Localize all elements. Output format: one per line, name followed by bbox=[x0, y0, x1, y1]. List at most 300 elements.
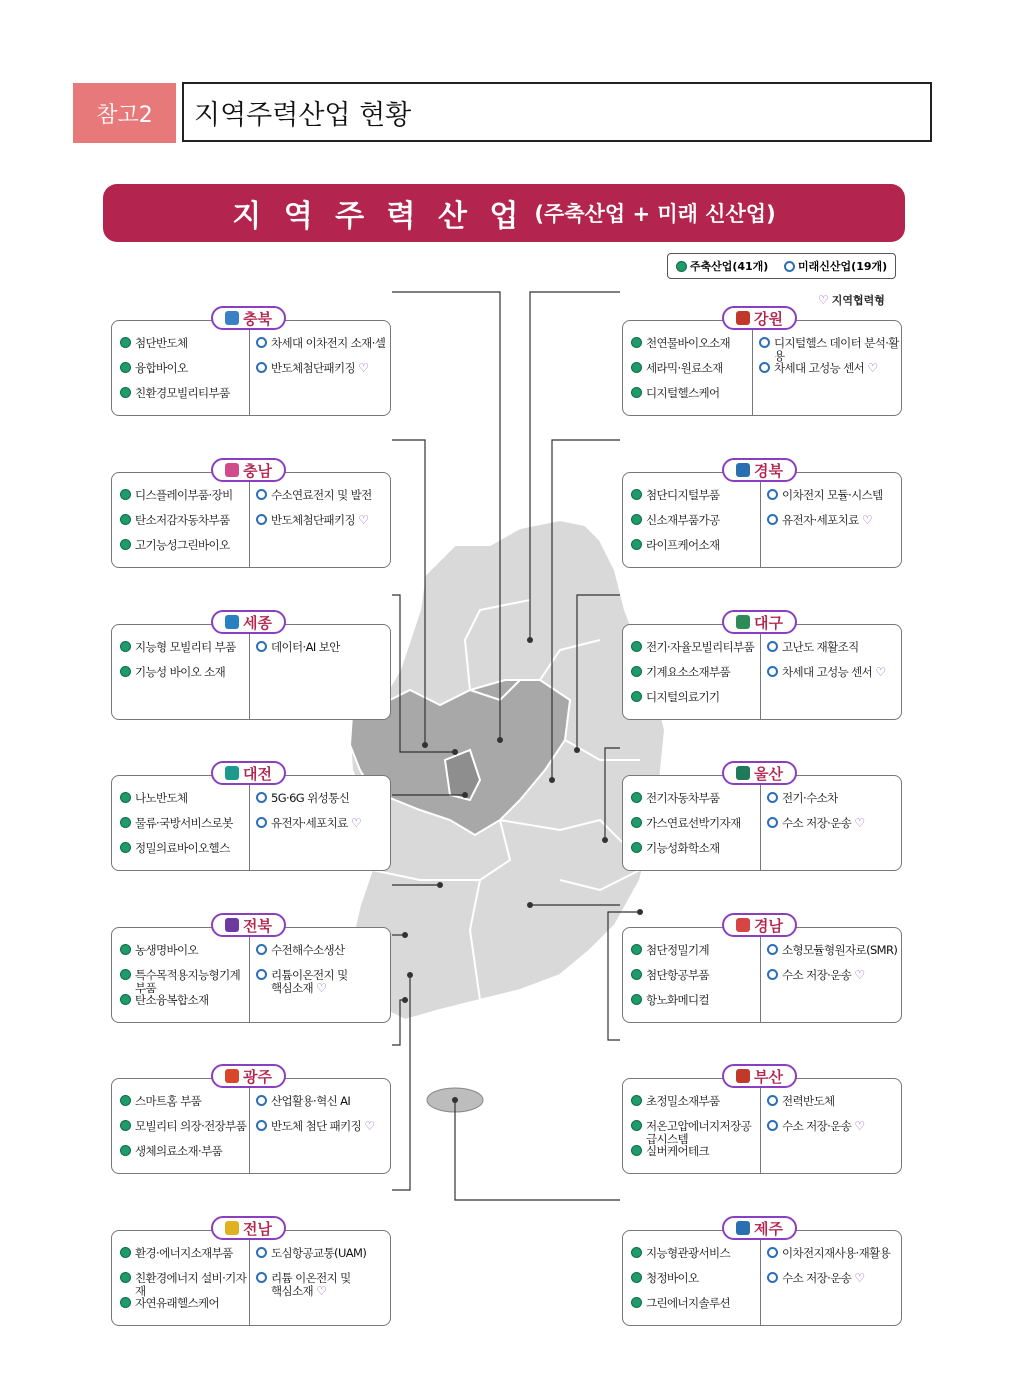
industry-name: 수전해수소생산 bbox=[271, 943, 345, 957]
core-industry-list bbox=[623, 321, 753, 415]
future-industry-icon bbox=[767, 489, 778, 500]
industry-item bbox=[767, 666, 901, 691]
coop-heart-icon: ♡ bbox=[851, 816, 865, 830]
industry-item bbox=[256, 514, 390, 539]
industry-item bbox=[631, 792, 760, 817]
future-industry-icon bbox=[767, 1095, 778, 1106]
region-emblem-icon bbox=[225, 1069, 239, 1083]
future-industry-icon bbox=[767, 792, 778, 803]
industry-name: 디지털헬스케어 bbox=[646, 386, 720, 400]
industry-item bbox=[631, 514, 760, 539]
core-industry-icon bbox=[631, 387, 642, 398]
region-name: 광주 bbox=[243, 1067, 272, 1086]
industry-item bbox=[767, 514, 901, 539]
industry-name: 실버케어테크 bbox=[646, 1144, 710, 1158]
core-industry-list bbox=[623, 625, 761, 719]
core-industry-icon bbox=[120, 666, 131, 677]
future-industry-list bbox=[761, 473, 901, 567]
industry-name: 반도체첨단패키징 ♡ bbox=[271, 513, 369, 527]
future-industry-icon bbox=[256, 514, 267, 525]
industry-name: 전기·자율모빌리티부품 bbox=[646, 640, 755, 654]
region-box bbox=[622, 775, 902, 871]
industry-name: 첨단디지털부품 bbox=[646, 488, 720, 502]
future-industry-icon bbox=[759, 362, 770, 373]
industry-item bbox=[631, 1145, 760, 1170]
future-industry-icon bbox=[256, 641, 267, 652]
industry-item bbox=[767, 817, 901, 842]
core-industry-icon bbox=[120, 1272, 131, 1283]
industry-item bbox=[256, 944, 390, 969]
industry-name: 수소 저장·운송 ♡ bbox=[782, 968, 865, 982]
industry-item bbox=[120, 1247, 249, 1272]
industry-name: 정밀의료바이오헬스 bbox=[135, 841, 230, 855]
industry-item bbox=[631, 691, 760, 716]
region-box bbox=[622, 472, 902, 568]
core-industry-list bbox=[623, 776, 761, 870]
core-industry-icon bbox=[120, 1145, 131, 1156]
industry-name: 유전자·세포치료 ♡ bbox=[782, 513, 872, 527]
future-industry-list bbox=[753, 321, 901, 415]
industry-name: 데이터·AI 보안 bbox=[271, 640, 340, 654]
industry-item bbox=[631, 994, 760, 1019]
region-label bbox=[211, 610, 286, 634]
industry-item bbox=[631, 666, 760, 691]
industry-item bbox=[120, 641, 249, 666]
core-industry-icon bbox=[120, 1247, 131, 1258]
region-box bbox=[111, 320, 391, 416]
industry-name: 라이프케어소재 bbox=[646, 538, 720, 552]
industry-item bbox=[767, 1095, 901, 1120]
industry-item bbox=[120, 792, 249, 817]
future-industry-icon bbox=[767, 666, 778, 677]
region-name: 충북 bbox=[243, 309, 272, 328]
region-label bbox=[211, 913, 286, 937]
industry-item bbox=[120, 514, 249, 539]
region-box bbox=[622, 320, 902, 416]
industry-name: 수소연료전지 및 발전 bbox=[271, 488, 372, 502]
industry-item bbox=[631, 387, 752, 412]
coop-heart-icon: ♡ bbox=[851, 968, 865, 982]
industry-name: 농생명바이오 bbox=[135, 943, 199, 957]
industry-name: 이차전지재사용·재활용 bbox=[782, 1246, 891, 1260]
industry-name: 리튬 이온전지 및 핵심소재 ♡ bbox=[271, 1271, 351, 1298]
region-box bbox=[111, 775, 391, 871]
industry-name: 환경·에너지소재부품 bbox=[135, 1246, 233, 1260]
core-industry-icon bbox=[631, 1120, 642, 1131]
industry-name: 지능형 모빌리티 부품 bbox=[135, 640, 236, 654]
future-industry-icon bbox=[256, 944, 267, 955]
region-emblem-icon bbox=[736, 1069, 750, 1083]
core-industry-list bbox=[112, 1079, 250, 1173]
industry-item bbox=[631, 1297, 760, 1322]
industry-name: 차세대 고성능 센서 ♡ bbox=[774, 361, 878, 375]
region-name: 세종 bbox=[243, 613, 272, 632]
industry-item bbox=[759, 362, 901, 387]
industry-item bbox=[256, 362, 390, 387]
industry-name: 물류·국방서비스로봇 bbox=[135, 816, 233, 830]
industry-name: 디지털헬스 데이터 분석·활용 bbox=[774, 336, 899, 363]
industry-name: 신소재부품가공 bbox=[646, 513, 720, 527]
future-industry-icon bbox=[256, 1272, 267, 1283]
region-name: 전북 bbox=[243, 916, 272, 935]
coop-heart-icon: ♡ bbox=[361, 1119, 375, 1133]
core-industry-icon bbox=[120, 641, 131, 652]
industry-item bbox=[256, 817, 390, 842]
industry-item bbox=[120, 489, 249, 514]
future-industry-list bbox=[250, 473, 390, 567]
industry-name: 특수목적용지능형기계부품 bbox=[135, 968, 241, 995]
industry-name: 그린에너지솔루션 bbox=[646, 1296, 731, 1310]
region-box bbox=[622, 1230, 902, 1326]
region-name: 부산 bbox=[754, 1067, 783, 1086]
industry-item bbox=[120, 539, 249, 564]
industry-item bbox=[631, 337, 752, 362]
core-industry-list bbox=[112, 321, 250, 415]
region-emblem-icon bbox=[225, 1221, 239, 1235]
future-industry-list bbox=[250, 321, 390, 415]
industry-name: 이차전지 모듈·시스템 bbox=[782, 488, 883, 502]
industry-name: 고기능성그린바이오 bbox=[135, 538, 230, 552]
industry-item bbox=[631, 362, 752, 387]
core-industry-icon bbox=[120, 1297, 131, 1308]
industry-name: 탄소융복합소재 bbox=[135, 993, 209, 1007]
future-industry-icon bbox=[767, 969, 778, 980]
industry-item bbox=[120, 1145, 249, 1170]
region-label bbox=[722, 913, 797, 937]
region-box bbox=[622, 1078, 902, 1174]
core-industry-icon bbox=[631, 337, 642, 348]
industry-item bbox=[256, 969, 390, 994]
industry-item bbox=[120, 817, 249, 842]
core-industry-icon bbox=[120, 514, 131, 525]
coop-heart-icon: ♡ bbox=[818, 293, 829, 307]
industry-item bbox=[256, 792, 390, 817]
industry-item bbox=[767, 1247, 901, 1272]
core-industry-icon bbox=[631, 489, 642, 500]
industry-name: 디스플레이부품·장비 bbox=[135, 488, 233, 502]
core-industry-list bbox=[112, 1231, 250, 1325]
region-name: 울산 bbox=[754, 764, 783, 783]
core-industry-icon bbox=[631, 514, 642, 525]
core-industry-list bbox=[112, 625, 250, 719]
core-industry-icon bbox=[631, 539, 642, 550]
future-industry-list bbox=[250, 776, 390, 870]
future-industry-list bbox=[250, 1079, 390, 1173]
industry-name: 친환경에너지 설비·기자재 bbox=[135, 1271, 247, 1298]
region-emblem-icon bbox=[225, 463, 239, 477]
core-industry-list bbox=[112, 776, 250, 870]
region-name: 경남 bbox=[754, 916, 783, 935]
core-industry-icon bbox=[120, 1120, 131, 1131]
industry-item bbox=[120, 944, 249, 969]
region-box bbox=[111, 624, 391, 720]
industry-name: 스마트홈 부품 bbox=[135, 1094, 202, 1108]
core-industry-icon bbox=[631, 994, 642, 1005]
core-industry-list bbox=[623, 928, 761, 1022]
industry-name: 세라믹·원료소재 bbox=[646, 361, 723, 375]
industry-name: 전기자동차부품 bbox=[646, 791, 720, 805]
industry-item bbox=[631, 539, 760, 564]
future-industry-icon bbox=[256, 969, 267, 980]
region-emblem-icon bbox=[736, 463, 750, 477]
industry-name: 항노화메디컬 bbox=[646, 993, 710, 1007]
core-industry-list bbox=[623, 1079, 761, 1173]
coop-heart-icon: ♡ bbox=[851, 1271, 865, 1285]
future-industry-list bbox=[761, 1079, 901, 1173]
future-industry-icon bbox=[767, 944, 778, 955]
region-label bbox=[722, 610, 797, 634]
region-emblem-icon bbox=[736, 766, 750, 780]
industry-name: 첨단정밀기계 bbox=[646, 943, 710, 957]
core-industry-icon bbox=[631, 944, 642, 955]
future-industry-icon bbox=[767, 1272, 778, 1283]
future-industry-icon bbox=[256, 337, 267, 348]
industry-item bbox=[631, 817, 760, 842]
region-label bbox=[211, 306, 286, 330]
industry-name: 반도체 첨단 패키징 ♡ bbox=[271, 1119, 375, 1133]
industry-name: 전기·수소차 bbox=[782, 791, 838, 805]
page-title: 지역주력산업 현황 bbox=[182, 82, 932, 142]
future-industry-icon bbox=[256, 792, 267, 803]
future-industry-icon bbox=[256, 817, 267, 828]
industry-item bbox=[120, 994, 249, 1019]
region-box bbox=[622, 624, 902, 720]
legend-core-label: 주축산업(41개) bbox=[689, 260, 769, 273]
future-industry-list bbox=[761, 928, 901, 1022]
core-industry-icon bbox=[631, 969, 642, 980]
coop-heart-icon: ♡ bbox=[355, 513, 369, 527]
core-industry-icon bbox=[120, 994, 131, 1005]
future-industry-icon bbox=[767, 817, 778, 828]
industry-name: 자연유래헬스케어 bbox=[135, 1296, 220, 1310]
core-industry-icon bbox=[631, 1247, 642, 1258]
industry-item bbox=[759, 337, 901, 362]
industry-name: 생체의료소재·부품 bbox=[135, 1144, 223, 1158]
industry-item bbox=[120, 337, 249, 362]
industry-name: 융합바이오 bbox=[135, 361, 188, 375]
region-label bbox=[211, 458, 286, 482]
core-industry-icon bbox=[120, 842, 131, 853]
region-emblem-icon bbox=[736, 311, 750, 325]
region-emblem-icon bbox=[736, 615, 750, 629]
industry-name: 차세대 고성능 센서 ♡ bbox=[782, 665, 886, 679]
region-box bbox=[111, 1078, 391, 1174]
industry-item bbox=[120, 1120, 249, 1145]
industry-name: 수소 저장·운송 ♡ bbox=[782, 816, 865, 830]
core-industry-icon bbox=[120, 817, 131, 828]
core-industry-icon bbox=[631, 362, 642, 373]
region-box bbox=[111, 472, 391, 568]
industry-name: 탄소저감자동차부품 bbox=[135, 513, 230, 527]
industry-item bbox=[120, 969, 249, 994]
industry-item bbox=[120, 1095, 249, 1120]
core-industry-icon bbox=[631, 641, 642, 652]
industry-item bbox=[256, 337, 390, 362]
core-industry-icon bbox=[120, 1095, 131, 1106]
core-industry-list bbox=[112, 928, 250, 1022]
industry-item bbox=[256, 1120, 390, 1145]
banner-main-text: 지 역 주 력 산 업 bbox=[232, 199, 525, 234]
legend-future-label: 미래신산업(19개) bbox=[798, 260, 888, 273]
core-industry-icon bbox=[120, 387, 131, 398]
industry-name: 청정바이오 bbox=[646, 1271, 699, 1285]
future-industry-icon bbox=[256, 1120, 267, 1131]
core-industry-icon bbox=[631, 792, 642, 803]
future-industry-icon bbox=[256, 489, 267, 500]
industry-item bbox=[631, 944, 760, 969]
industry-name: 첨단항공부품 bbox=[646, 968, 710, 982]
region-name: 대구 bbox=[754, 613, 783, 632]
industry-item bbox=[631, 1095, 760, 1120]
industry-name: 기능성화학소재 bbox=[646, 841, 720, 855]
industry-name: 가스연료선박기자재 bbox=[646, 816, 741, 830]
region-label bbox=[211, 1064, 286, 1088]
core-industry-icon bbox=[120, 337, 131, 348]
core-industry-list bbox=[112, 473, 250, 567]
core-industry-icon bbox=[120, 792, 131, 803]
industry-name: 수소 저장·운송 ♡ bbox=[782, 1119, 865, 1133]
region-box bbox=[622, 927, 902, 1023]
industry-name: 5G·6G 위성통신 bbox=[271, 791, 350, 805]
coop-heart-icon: ♡ bbox=[313, 1284, 327, 1298]
industry-item bbox=[631, 969, 760, 994]
region-emblem-icon bbox=[225, 311, 239, 325]
future-industry-list bbox=[250, 928, 390, 1022]
industry-item bbox=[256, 1095, 390, 1120]
industry-item bbox=[631, 1272, 760, 1297]
coop-heart-icon: ♡ bbox=[851, 1119, 865, 1133]
industry-item bbox=[767, 944, 901, 969]
industry-item bbox=[120, 387, 249, 412]
industry-item bbox=[120, 1272, 249, 1297]
industry-item bbox=[767, 1272, 901, 1297]
coop-heart-icon: ♡ bbox=[355, 361, 369, 375]
core-industry-icon bbox=[631, 1095, 642, 1106]
core-industry-icon bbox=[631, 691, 642, 702]
industry-name: 천연물바이오소재 bbox=[646, 336, 731, 350]
region-emblem-icon bbox=[736, 918, 750, 932]
future-industry-icon bbox=[256, 1095, 267, 1106]
industry-name: 소형모듈형원자로(SMR) bbox=[782, 943, 898, 957]
industry-name: 첨단반도체 bbox=[135, 336, 188, 350]
coop-heart-icon: ♡ bbox=[347, 816, 361, 830]
future-industry-list bbox=[761, 1231, 901, 1325]
region-name: 충남 bbox=[243, 461, 272, 480]
coop-heart-icon: ♡ bbox=[872, 665, 886, 679]
industry-name: 나노반도체 bbox=[135, 791, 188, 805]
future-industry-list bbox=[250, 625, 390, 719]
industry-name: 저온고압에너지저장공급시스템 bbox=[646, 1119, 752, 1146]
core-industry-icon bbox=[120, 944, 131, 955]
industry-item bbox=[631, 842, 760, 867]
industry-item bbox=[631, 1247, 760, 1272]
industry-item bbox=[120, 1297, 249, 1322]
industry-item bbox=[256, 641, 390, 666]
core-industry-icon bbox=[631, 1297, 642, 1308]
industry-item bbox=[767, 489, 901, 514]
legend-coop-label: 지역협력형 bbox=[831, 294, 885, 307]
coop-heart-icon: ♡ bbox=[313, 981, 327, 995]
future-industry-icon bbox=[256, 362, 267, 373]
industry-name: 디지털의료기기 bbox=[646, 690, 720, 704]
region-name: 전남 bbox=[243, 1219, 272, 1238]
industry-name: 지능형관광서비스 bbox=[646, 1246, 731, 1260]
region-label bbox=[211, 761, 286, 785]
region-label bbox=[211, 1216, 286, 1240]
industry-name: 모빌리티 의장·전장부품 bbox=[135, 1119, 247, 1133]
industry-name: 차세대 이차전지 소재·셀 bbox=[271, 336, 386, 350]
industry-item bbox=[767, 641, 901, 666]
banner-sub-text: (주축산업 + 미래 신산업) bbox=[534, 202, 776, 226]
industry-item bbox=[767, 1120, 901, 1145]
industry-item bbox=[631, 489, 760, 514]
future-industry-icon bbox=[767, 1247, 778, 1258]
reference-tag: 참고2 bbox=[73, 83, 176, 143]
industry-name: 전력반도체 bbox=[782, 1094, 835, 1108]
industry-name: 초정밀소재부품 bbox=[646, 1094, 720, 1108]
future-industry-icon bbox=[767, 514, 778, 525]
future-industry-icon bbox=[767, 1120, 778, 1131]
industry-name: 기계요소소재부품 bbox=[646, 665, 731, 679]
core-industry-icon bbox=[631, 817, 642, 828]
core-industry-icon bbox=[631, 842, 642, 853]
region-box bbox=[111, 927, 391, 1023]
industry-name: 고난도 재활조직 bbox=[782, 640, 859, 654]
industry-name: 도심항공교통(UAM) bbox=[271, 1246, 367, 1260]
region-name: 강원 bbox=[754, 309, 783, 328]
region-label bbox=[722, 1064, 797, 1088]
future-industry-icon bbox=[256, 1247, 267, 1258]
future-industry-list bbox=[761, 776, 901, 870]
industry-item bbox=[256, 1247, 390, 1272]
industry-name: 기능성 바이오 소재 bbox=[135, 665, 226, 679]
region-label bbox=[722, 306, 797, 330]
industry-name: 산업활용·혁신 AI bbox=[271, 1094, 351, 1108]
industry-item bbox=[120, 362, 249, 387]
region-emblem-icon bbox=[225, 766, 239, 780]
future-industry-list bbox=[761, 625, 901, 719]
industry-item bbox=[767, 969, 901, 994]
region-name: 제주 bbox=[754, 1219, 783, 1238]
region-label bbox=[722, 458, 797, 482]
future-industry-icon bbox=[759, 337, 770, 348]
core-industry-icon bbox=[120, 969, 131, 980]
industry-item bbox=[767, 792, 901, 817]
industry-item bbox=[631, 1120, 760, 1145]
industry-item bbox=[120, 666, 249, 691]
industry-item bbox=[631, 641, 760, 666]
region-name: 경북 bbox=[754, 461, 783, 480]
industry-item bbox=[256, 1272, 390, 1297]
industry-name: 친환경모빌리티부품 bbox=[135, 386, 230, 400]
core-industry-icon bbox=[631, 666, 642, 677]
industry-name: 반도체첨단패키징 ♡ bbox=[271, 361, 369, 375]
industry-name: 수소 저장·운송 ♡ bbox=[782, 1271, 865, 1285]
region-emblem-icon bbox=[225, 615, 239, 629]
region-label bbox=[722, 1216, 797, 1240]
core-industry-icon bbox=[631, 1272, 642, 1283]
region-label bbox=[722, 761, 797, 785]
core-industry-list bbox=[623, 473, 761, 567]
region-name: 대전 bbox=[243, 764, 272, 783]
industry-item bbox=[256, 489, 390, 514]
region-emblem-icon bbox=[225, 918, 239, 932]
core-industry-icon bbox=[631, 1145, 642, 1156]
future-industry-list bbox=[250, 1231, 390, 1325]
industry-name: 리튬이온전지 및 핵심소재 ♡ bbox=[271, 968, 348, 995]
region-box bbox=[111, 1230, 391, 1326]
core-industry-icon bbox=[120, 362, 131, 373]
